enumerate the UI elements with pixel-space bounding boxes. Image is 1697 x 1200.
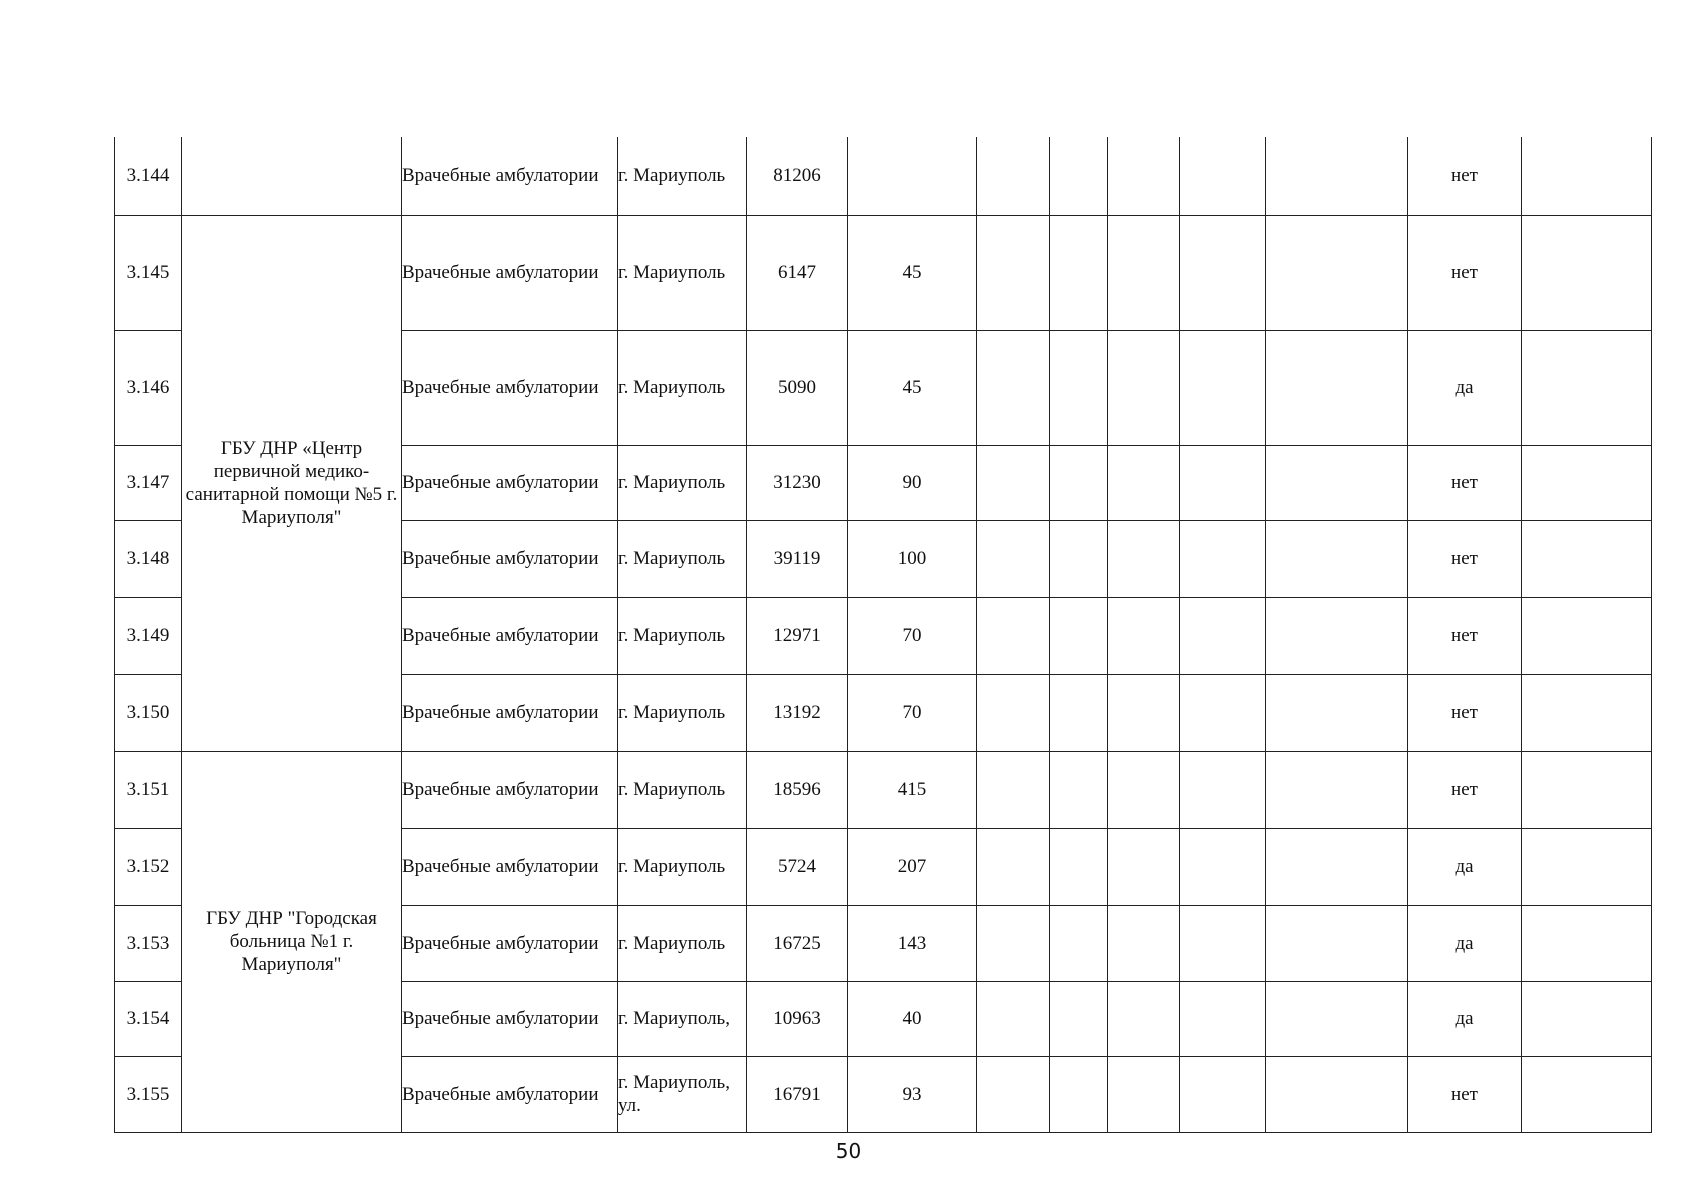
empty-cell [1266, 520, 1408, 597]
value-cell [848, 137, 977, 215]
value-cell: 70 [848, 674, 977, 751]
value-cell: 143 [848, 905, 977, 981]
empty-cell [1108, 828, 1180, 905]
value-cell: 207 [848, 828, 977, 905]
empty-cell [1522, 674, 1652, 751]
value-cell: 93 [848, 1056, 977, 1132]
code-cell: 39119 [747, 520, 848, 597]
empty-cell [1180, 1056, 1266, 1132]
flag-cell: нет [1408, 597, 1522, 674]
table-row [115, 137, 1652, 215]
flag-cell: да [1408, 981, 1522, 1056]
empty-cell [1522, 751, 1652, 828]
code-cell: 10963 [747, 981, 848, 1056]
row-number-cell: 3.147 [115, 445, 182, 520]
city-cell: г. Мариуполь [618, 674, 747, 751]
empty-cell [1050, 215, 1108, 330]
empty-cell [1522, 1056, 1652, 1132]
facility-type-cell: Врачебные амбулатории [402, 751, 618, 828]
empty-cell [977, 137, 1050, 215]
data-table-container [114, 137, 1652, 1133]
flag-cell: нет [1408, 1056, 1522, 1132]
code-cell: 16725 [747, 905, 848, 981]
row-number-cell: 3.148 [115, 520, 182, 597]
empty-cell [1108, 330, 1180, 445]
empty-cell [1108, 981, 1180, 1056]
city-cell: г. Мариуполь, [618, 981, 747, 1056]
empty-cell [1180, 905, 1266, 981]
value-cell: 40 [848, 981, 977, 1056]
facility-type-cell: Врачебные амбулатории [402, 330, 618, 445]
empty-cell [1108, 597, 1180, 674]
empty-cell [1266, 445, 1408, 520]
facility-type-cell: Врачебные амбулатории [402, 905, 618, 981]
row-number-cell: 3.152 [115, 828, 182, 905]
code-cell: 5724 [747, 828, 848, 905]
empty-cell [1050, 981, 1108, 1056]
empty-cell [1050, 1056, 1108, 1132]
empty-cell [1266, 981, 1408, 1056]
facility-type-cell: Врачебные амбулатории [402, 137, 618, 215]
code-cell: 12971 [747, 597, 848, 674]
city-cell: г. Мариуполь [618, 597, 747, 674]
row-number-cell: 3.149 [115, 597, 182, 674]
flag-cell: нет [1408, 751, 1522, 828]
empty-cell [1108, 445, 1180, 520]
empty-cell [977, 981, 1050, 1056]
city-cell: г. Мариуполь [618, 828, 747, 905]
empty-cell [1266, 597, 1408, 674]
empty-cell [1108, 137, 1180, 215]
empty-cell [977, 215, 1050, 330]
empty-cell [1266, 137, 1408, 215]
value-cell: 45 [848, 330, 977, 445]
empty-cell [1266, 1056, 1408, 1132]
value-cell: 70 [848, 597, 977, 674]
empty-cell [1522, 445, 1652, 520]
empty-cell [1180, 981, 1266, 1056]
empty-cell [1108, 520, 1180, 597]
city-cell: г. Мариуполь [618, 137, 747, 215]
code-cell: 31230 [747, 445, 848, 520]
empty-cell [1522, 981, 1652, 1056]
empty-cell [1180, 597, 1266, 674]
empty-cell [1522, 520, 1652, 597]
row-number-cell: 3.144 [115, 137, 182, 215]
empty-cell [1108, 905, 1180, 981]
empty-cell [1522, 828, 1652, 905]
empty-cell [977, 520, 1050, 597]
empty-cell [1522, 597, 1652, 674]
empty-cell [1180, 674, 1266, 751]
empty-cell [1180, 751, 1266, 828]
table-row [115, 751, 1652, 828]
row-number-cell: 3.145 [115, 215, 182, 330]
empty-cell [977, 751, 1050, 828]
empty-cell [1266, 330, 1408, 445]
code-cell: 5090 [747, 330, 848, 445]
table-row [115, 215, 1652, 330]
empty-cell [1108, 674, 1180, 751]
city-cell: г. Мариуполь [618, 330, 747, 445]
empty-cell [1266, 674, 1408, 751]
facility-type-cell: Врачебные амбулатории [402, 597, 618, 674]
empty-cell [1050, 445, 1108, 520]
empty-cell [1108, 1056, 1180, 1132]
facility-type-cell: Врачебные амбулатории [402, 215, 618, 330]
organization-cell [182, 137, 402, 215]
empty-cell [1266, 905, 1408, 981]
value-cell: 90 [848, 445, 977, 520]
row-number-cell: 3.146 [115, 330, 182, 445]
empty-cell [1050, 137, 1108, 215]
empty-cell [1522, 905, 1652, 981]
table-body [115, 137, 1652, 1132]
flag-cell: нет [1408, 137, 1522, 215]
row-number-cell: 3.154 [115, 981, 182, 1056]
value-cell: 415 [848, 751, 977, 828]
city-cell: г. Мариуполь, ул. [618, 1056, 747, 1132]
empty-cell [1522, 330, 1652, 445]
facility-type-cell: Врачебные амбулатории [402, 445, 618, 520]
row-number-cell: 3.151 [115, 751, 182, 828]
flag-cell: нет [1408, 445, 1522, 520]
code-cell: 18596 [747, 751, 848, 828]
empty-cell [1050, 674, 1108, 751]
empty-cell [1108, 751, 1180, 828]
facility-type-cell: Врачебные амбулатории [402, 828, 618, 905]
empty-cell [1050, 330, 1108, 445]
facility-type-cell: Врачебные амбулатории [402, 981, 618, 1056]
empty-cell [1266, 828, 1408, 905]
empty-cell [1522, 215, 1652, 330]
city-cell: г. Мариуполь [618, 445, 747, 520]
empty-cell [1180, 445, 1266, 520]
empty-cell [1050, 905, 1108, 981]
empty-cell [1266, 215, 1408, 330]
empty-cell [977, 1056, 1050, 1132]
city-cell: г. Мариуполь [618, 751, 747, 828]
empty-cell [1522, 137, 1652, 215]
row-number-cell: 3.150 [115, 674, 182, 751]
city-cell: г. Мариуполь [618, 215, 747, 330]
empty-cell [1180, 520, 1266, 597]
value-cell: 100 [848, 520, 977, 597]
city-cell: г. Мариуполь [618, 520, 747, 597]
empty-cell [1180, 137, 1266, 215]
facility-type-cell: Врачебные амбулатории [402, 520, 618, 597]
code-cell: 81206 [747, 137, 848, 215]
empty-cell [977, 905, 1050, 981]
code-cell: 13192 [747, 674, 848, 751]
flag-cell: да [1408, 905, 1522, 981]
empty-cell [1180, 330, 1266, 445]
row-number-cell: 3.153 [115, 905, 182, 981]
code-cell: 16791 [747, 1056, 848, 1132]
facility-type-cell: Врачебные амбулатории [402, 1056, 618, 1132]
empty-cell [977, 828, 1050, 905]
empty-cell [1050, 828, 1108, 905]
organization-cell: ГБУ ДНР «Центр первичной медико-санитарной помощи №5 г. Мариуполя" [182, 215, 402, 751]
city-cell: г. Мариуполь [618, 905, 747, 981]
empty-cell [1108, 215, 1180, 330]
organization-cell: ГБУ ДНР "Городская больница №1 г. Мариуполя" [182, 751, 402, 1132]
empty-cell [977, 674, 1050, 751]
empty-cell [1050, 597, 1108, 674]
facility-type-cell: Врачебные амбулатории [402, 674, 618, 751]
empty-cell [1050, 751, 1108, 828]
row-number-cell: 3.155 [115, 1056, 182, 1132]
flag-cell: нет [1408, 520, 1522, 597]
empty-cell [1180, 828, 1266, 905]
empty-cell [1266, 751, 1408, 828]
empty-cell [977, 330, 1050, 445]
flag-cell: да [1408, 330, 1522, 445]
empty-cell [1180, 215, 1266, 330]
flag-cell: нет [1408, 674, 1522, 751]
empty-cell [1050, 520, 1108, 597]
code-cell: 6147 [747, 215, 848, 330]
data-table [114, 137, 1652, 1133]
flag-cell: да [1408, 828, 1522, 905]
value-cell: 45 [848, 215, 977, 330]
flag-cell: нет [1408, 215, 1522, 330]
page-number: 50 [835, 1139, 862, 1163]
empty-cell [977, 597, 1050, 674]
empty-cell [977, 445, 1050, 520]
